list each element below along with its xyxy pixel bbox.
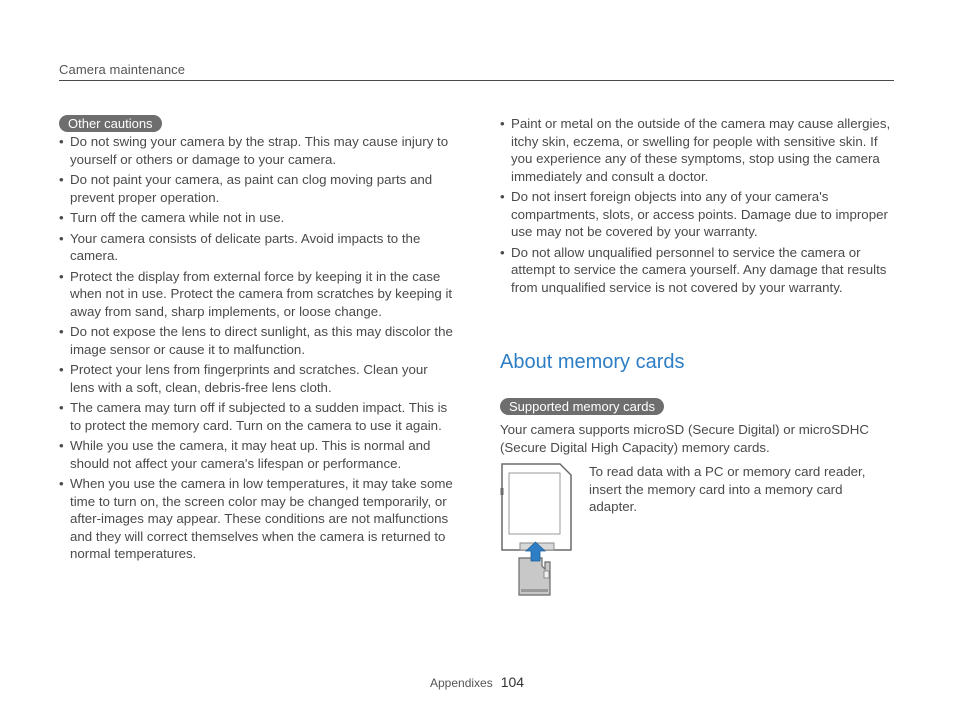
list-item: • Paint or metal on the outside of the camera may cause allergies, itchy skin, eczema, or swelling for people with sensitive skin. If you experience any of these symptoms, stop using the camera immediately and consult a doctor.: [500, 115, 895, 185]
more-cautions-list: [500, 115, 900, 296]
page-number: 104: [500, 674, 525, 690]
running-header: Camera maintenance: [59, 62, 186, 77]
other-cautions-list: [59, 133, 459, 563]
left-column: [59, 115, 459, 566]
right-column: [500, 115, 900, 299]
list-item: • Your camera consists of delicate parts. Avoid impacts to the camera.: [59, 230, 454, 265]
sd-adapter-with-microsd-icon: [500, 463, 572, 599]
list-item: • Do not paint your camera, as paint can clog moving parts and prevent proper operation.: [59, 171, 454, 206]
list-item: • The camera may turn off if subjected to a sudden impact. This is to protect the memory card. Turn on the camera to use it again.: [59, 399, 454, 434]
card-reader-text: To read data with a PC or memory card reader, insert the memory card into a memory card adapter.: [589, 464, 866, 514]
list-item: • While you use the camera, it may heat up. This is normal and should not affect your camera's lifespan or performance.: [59, 437, 454, 472]
section-label-supported-memory-cards: Supported memory cards: [500, 398, 664, 415]
list-item: • Do not expose the lens to direct sunlight, as this may discolor the image sensor or cause it to malfunction.: [59, 323, 454, 358]
list-item: • Protect the display from external force by keeping it in the case when not in use. Protect the camera from scratches by keeping it away from sand, sharp implements, or loose change.: [59, 268, 454, 321]
section-label-other-cautions: Other cautions: [59, 115, 162, 132]
page-footer: [430, 674, 524, 690]
list-item: • Protect your lens from fingerprints and scratches. Clean your lens with a soft, clean, debris-free lens cloth.: [59, 361, 454, 396]
footer-section: Appendixes: [430, 676, 493, 690]
header-divider: [59, 80, 894, 81]
supported-cards-text: Your camera supports microSD (Secure Digital) or microSDHC (Secure Digital High Capacity) memory cards.: [500, 422, 869, 455]
list-item: • Turn off the camera while not in use.: [59, 209, 454, 227]
memory-cards-heading: About memory cards: [500, 351, 685, 373]
list-item: • Do not allow unqualified personnel to service the camera or attempt to service the camera yourself. Any damage that results from unqualified service is not covered by your warranty.: [500, 244, 895, 297]
list-item: • When you use the camera in low temperatures, it may take some time to turn on, the screen color may be changed temporarily, or after-images may appear. These conditions are not malfunctions and they will correct themselves when the camera is returned to normal temperatures.: [59, 475, 454, 563]
list-item: • Do not insert foreign objects into any of your camera's compartments, slots, or access points. Damage due to improper use may not be covered by your warranty.: [500, 188, 895, 241]
supported-label-wrap: [500, 398, 664, 416]
list-item: • Do not swing your camera by the strap. This may cause injury to yourself or others or damage to your camera.: [59, 133, 454, 168]
